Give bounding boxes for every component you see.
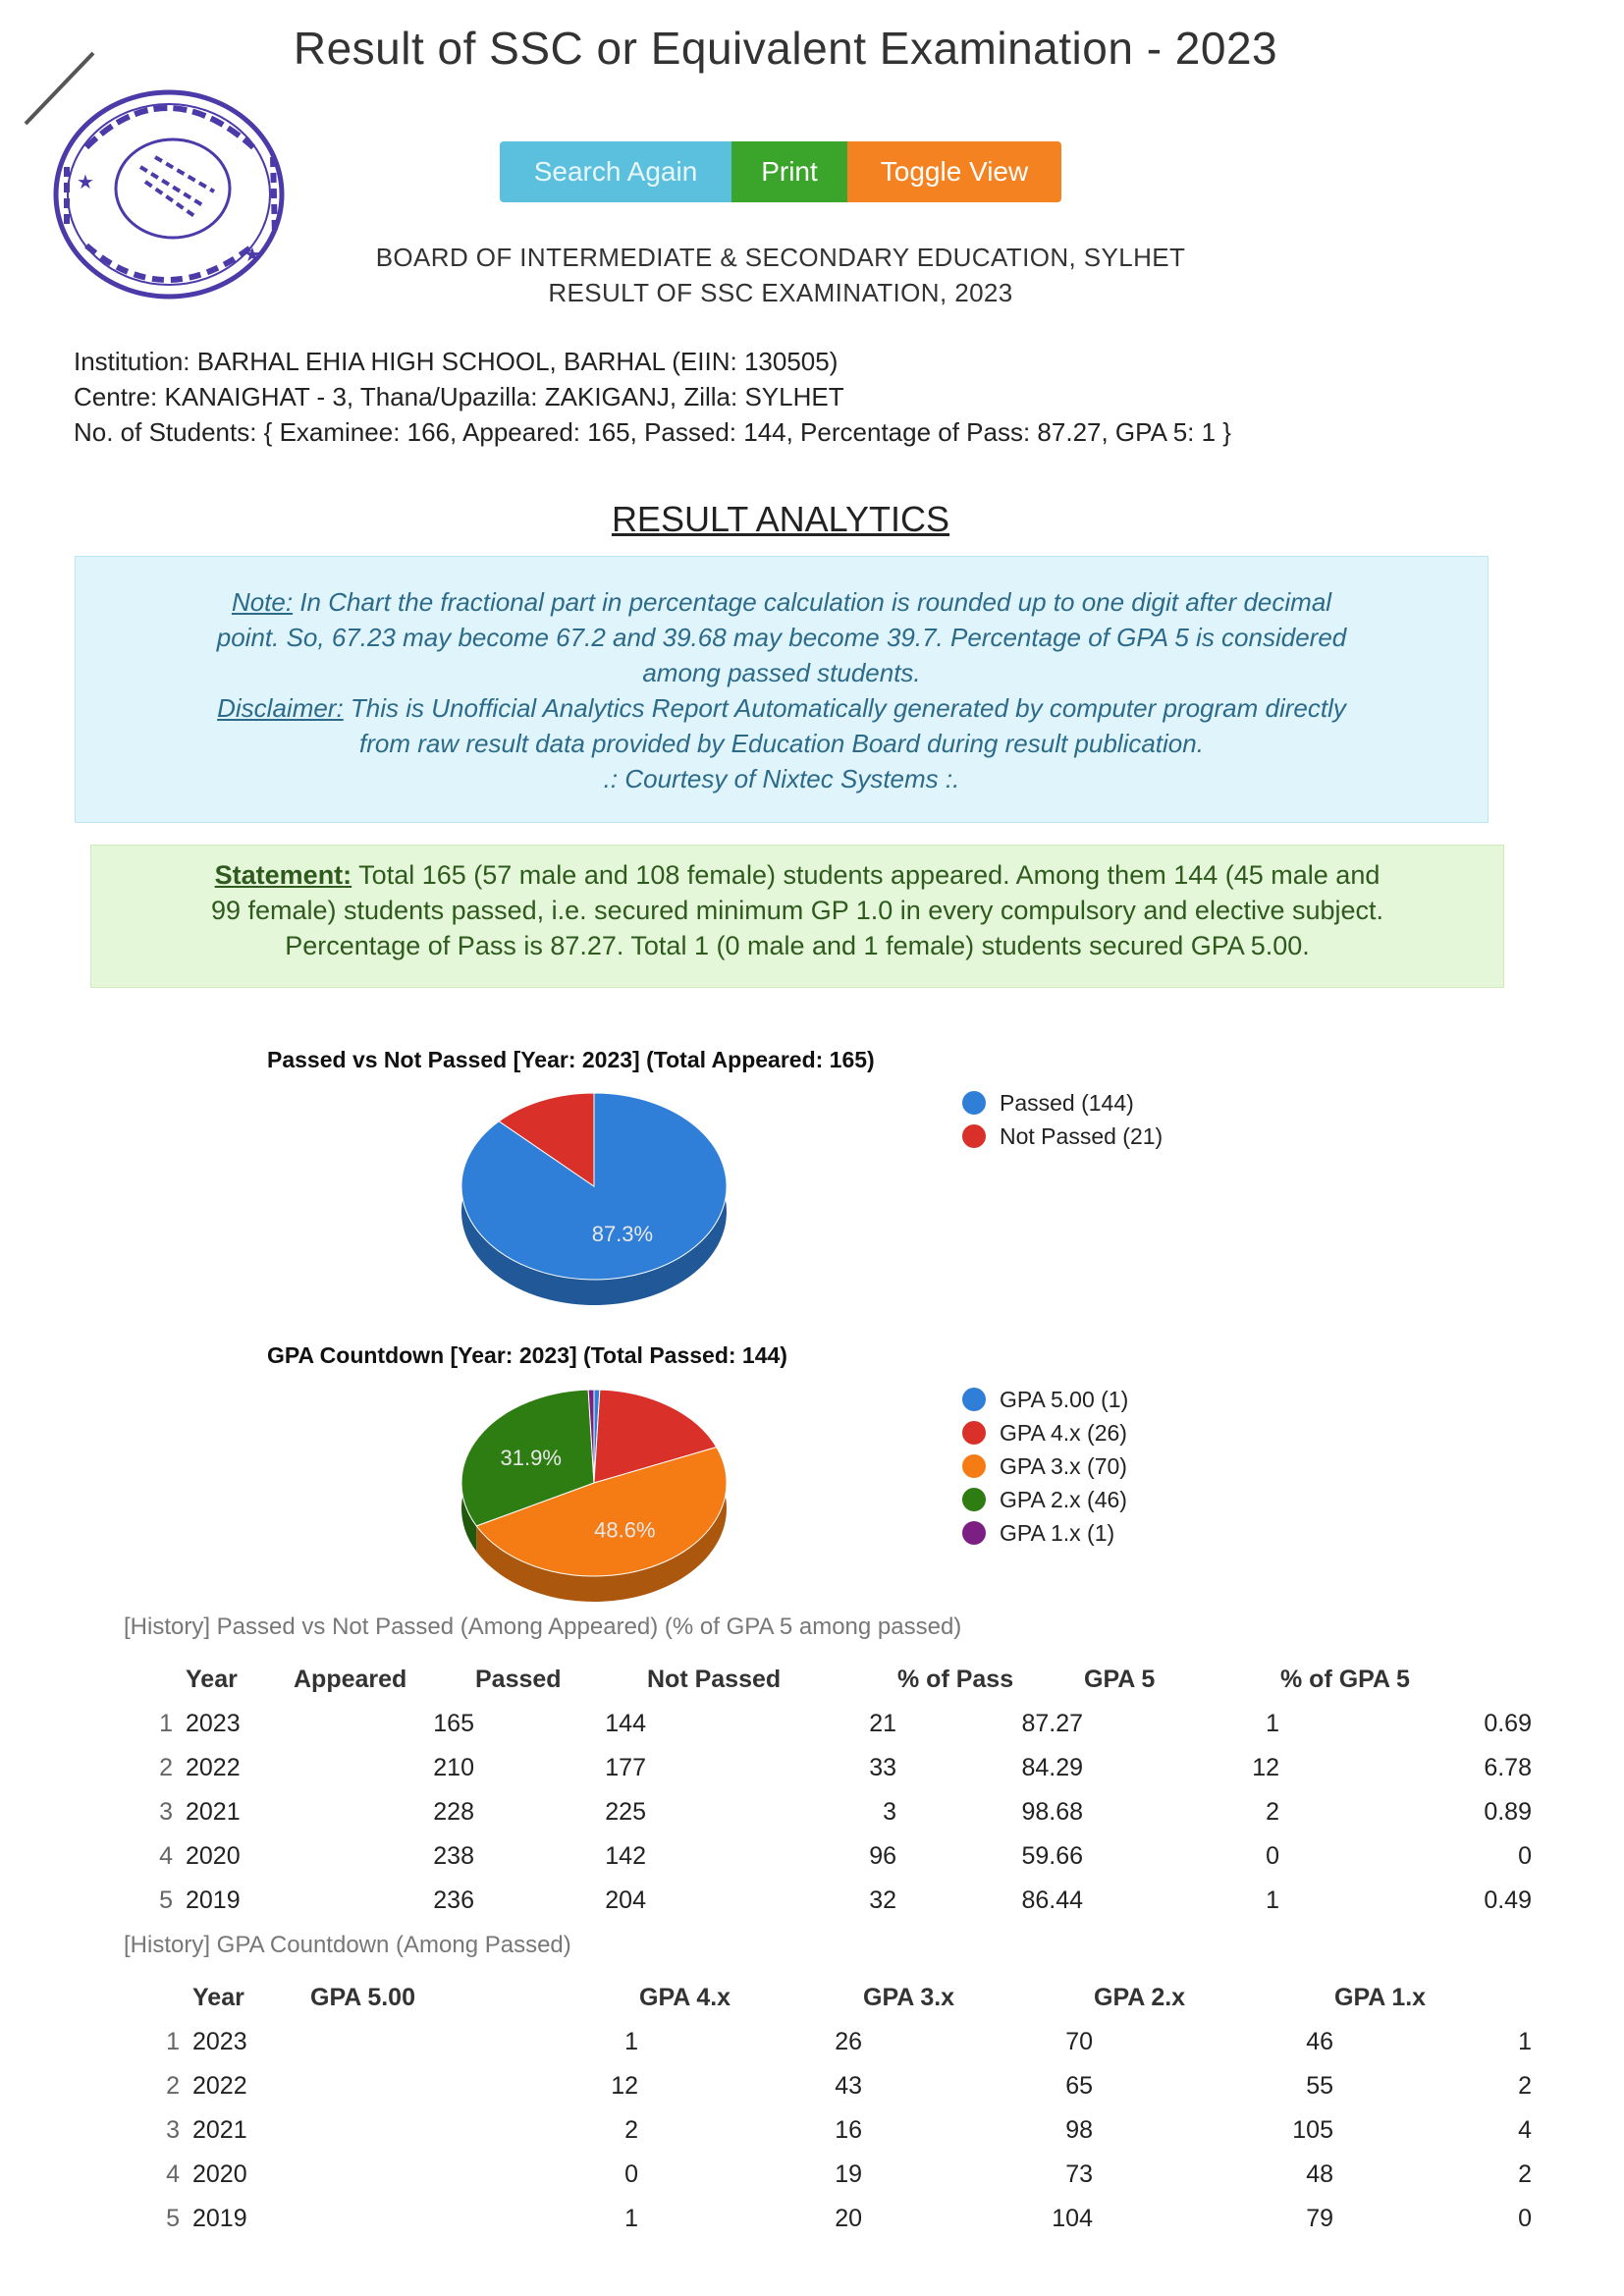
- row-index: 2: [159, 1754, 173, 1781]
- table-cell: 1: [1266, 1886, 1279, 1914]
- pass-chart-legend: [962, 1086, 1163, 1153]
- table-cell: 73: [1065, 2160, 1093, 2188]
- table-cell: 0: [1518, 1842, 1532, 1870]
- chart-title-gpa: GPA Countdown [Year: 2023] (Total Passed: 144): [267, 1342, 787, 1368]
- note-box: [75, 556, 1489, 823]
- institution-line: Institution: BARHAL EHIA HIGH SCHOOL, BARHAL (EIIN: 130505): [74, 347, 839, 376]
- table-cell: 86.44: [1021, 1886, 1083, 1914]
- table-cell: 4: [1518, 2116, 1532, 2144]
- legend-item[interactable]: [962, 1449, 1128, 1483]
- note-line-5: from raw result data provided by Education Board during result publication.: [359, 729, 1204, 758]
- analytics-title: RESULT ANALYTICS: [611, 499, 950, 539]
- table-cell: 2023: [192, 2028, 247, 2055]
- statement-line-3: Percentage of Pass is 87.27. Total 1 (0 male and 1 female) students secured GPA 5.00.: [285, 931, 1310, 960]
- exam-name: RESULT OF SSC EXAMINATION, 2023: [548, 278, 1013, 307]
- row-index: 4: [159, 1842, 173, 1870]
- toggle-view-button[interactable]: Toggle View: [847, 141, 1061, 202]
- table-cell: 26: [835, 2028, 862, 2055]
- table-cell: 33: [869, 1754, 896, 1781]
- table-cell: 2021: [192, 2116, 247, 2144]
- row-index: 1: [166, 2028, 180, 2055]
- table-cell: 0.69: [1484, 1710, 1532, 1737]
- table-cell: 98.68: [1021, 1798, 1083, 1826]
- table-cell: 12: [1252, 1754, 1279, 1781]
- table-cell: 2: [1518, 2160, 1532, 2188]
- row-index: 2: [166, 2072, 180, 2100]
- history1-table: [137, 1657, 1532, 1923]
- table-row: [137, 1746, 1532, 1790]
- table-cell: 0: [624, 2160, 638, 2188]
- note-line-3: among passed students.: [642, 658, 921, 687]
- legend-item[interactable]: [962, 1516, 1128, 1550]
- table-cell: 70: [1065, 2028, 1093, 2055]
- table-row: [147, 2108, 1532, 2153]
- legend-label: GPA 3.x (70): [1000, 1453, 1127, 1479]
- table-cell: 12: [611, 2072, 638, 2100]
- row-index: 4: [166, 2160, 180, 2188]
- table-cell: 87.27: [1021, 1710, 1083, 1737]
- note-line-4: This is Unofficial Analytics Report Automatically generated by computer program directly: [343, 693, 1346, 723]
- table-cell: 236: [433, 1886, 474, 1914]
- centre-line: Centre: KANAIGHAT - 3, Thana/Upazilla: ZAKIGANJ, Zilla: SYLHET: [74, 382, 844, 411]
- table-cell: 238: [433, 1842, 474, 1870]
- table-cell: 98: [1065, 2116, 1093, 2144]
- table-cell: 204: [605, 1886, 646, 1914]
- column-header: % of GPA 5: [1280, 1665, 1410, 1693]
- legend-dot-icon: [962, 1421, 986, 1445]
- table-cell: 2021: [186, 1798, 241, 1826]
- table-cell: 1: [1266, 1710, 1279, 1737]
- column-header: Not Passed: [647, 1665, 782, 1693]
- table-cell: 2019: [192, 2205, 247, 2232]
- table-cell: 2: [624, 2116, 638, 2144]
- table-cell: 1: [624, 2205, 638, 2232]
- table-cell: 0: [1266, 1842, 1279, 1870]
- index-header: [137, 1657, 185, 1702]
- pie0-data-label-0: 87.3%: [591, 1222, 654, 1247]
- statement-box: [90, 845, 1504, 988]
- legend-label: GPA 1.x (1): [1000, 1520, 1115, 1546]
- column-header: Year: [186, 1665, 238, 1693]
- table-cell: 2: [1266, 1798, 1279, 1826]
- table-cell: 105: [1292, 2116, 1333, 2144]
- note-line-2: point. So, 67.23 may become 67.2 and 39.68 may become 39.7. Percentage of GPA 5 is considered: [216, 623, 1347, 652]
- table-cell: 142: [605, 1842, 646, 1870]
- legend-label: Passed (144): [1000, 1090, 1134, 1116]
- table-cell: 0.89: [1484, 1798, 1532, 1826]
- table-cell: 1: [624, 2028, 638, 2055]
- history1-caption: [History] Passed vs Not Passed (Among Appeared) (% of GPA 5 among passed): [124, 1613, 962, 1640]
- table-cell: 46: [1306, 2028, 1333, 2055]
- table-row: [147, 2064, 1532, 2108]
- column-header: GPA 1.x: [1334, 1983, 1427, 2011]
- note-line-1: In Chart the fractional part in percentage calculation is rounded up to one digit after decimal: [293, 587, 1332, 617]
- row-index: 1: [159, 1710, 173, 1737]
- index-header: [147, 1975, 191, 2020]
- legend-dot-icon: [962, 1488, 986, 1511]
- table-cell: 0.49: [1484, 1886, 1532, 1914]
- pie1-data-label-3: 31.9%: [500, 1445, 562, 1470]
- table-cell: 177: [605, 1754, 646, 1781]
- statement-label: Statement:: [214, 860, 352, 890]
- table-cell: 21: [869, 1710, 896, 1737]
- history2-table: [147, 1975, 1532, 2241]
- svg-text:★: ★: [77, 172, 94, 193]
- students-line: No. of Students: { Examinee: 166, Appeared: 165, Passed: 144, Percentage of Pass: 87.27, GPA 5: 1 }: [74, 417, 1231, 447]
- svg-text:★: ★: [244, 245, 261, 266]
- column-header: GPA 5.00: [310, 1983, 415, 2011]
- table-cell: 2023: [186, 1710, 241, 1737]
- legend-dot-icon: [962, 1124, 986, 1148]
- table-cell: 225: [605, 1798, 646, 1826]
- table-cell: 2022: [192, 2072, 247, 2100]
- table-cell: 59.66: [1021, 1842, 1083, 1870]
- table-cell: 65: [1065, 2072, 1093, 2100]
- board-name: BOARD OF INTERMEDIATE & SECONDARY EDUCATION, SYLHET: [375, 243, 1186, 272]
- column-header: GPA 2.x: [1094, 1983, 1186, 2011]
- legend-item[interactable]: [962, 1086, 1163, 1120]
- column-header: Year: [192, 1983, 244, 2011]
- legend-label: GPA 4.x (26): [1000, 1420, 1127, 1446]
- table-row: [137, 1702, 1532, 1746]
- pie1-data-label-2: 48.6%: [594, 1517, 656, 1543]
- table-row: [147, 2153, 1532, 2197]
- table-cell: 19: [835, 2160, 862, 2188]
- table-cell: 43: [835, 2072, 862, 2100]
- column-header: GPA 4.x: [639, 1983, 731, 2011]
- row-index: 3: [166, 2116, 180, 2144]
- table-row: [147, 2197, 1532, 2241]
- table-cell: 0: [1518, 2205, 1532, 2232]
- gpa-chart-legend: [962, 1383, 1128, 1550]
- chart-title-pass: Passed vs Not Passed [Year: 2023] (Total Appeared: 165): [267, 1047, 875, 1072]
- table-cell: 165: [433, 1710, 474, 1737]
- history2-caption: [History] GPA Countdown (Among Passed): [124, 1932, 571, 1958]
- table-cell: 84.29: [1021, 1754, 1083, 1781]
- table-cell: 96: [869, 1842, 896, 1870]
- legend-item[interactable]: [962, 1483, 1128, 1516]
- institution-info: [74, 344, 1231, 450]
- legend-dot-icon: [962, 1454, 986, 1478]
- table-cell: 32: [869, 1886, 896, 1914]
- table-row: [137, 1834, 1532, 1879]
- action-buttons: [500, 141, 1061, 202]
- note-line-6: .: Courtesy of Nixtec Systems :.: [603, 764, 960, 793]
- board-heading: [0, 240, 1561, 310]
- disclaimer-label: Disclaimer:: [217, 693, 344, 723]
- column-header: Passed: [475, 1665, 562, 1693]
- table-cell: 2020: [186, 1842, 241, 1870]
- table-cell: 16: [835, 2116, 862, 2144]
- note-label: Note:: [231, 587, 294, 617]
- column-header: GPA 5: [1084, 1665, 1156, 1693]
- table-row: [147, 2020, 1532, 2064]
- table-cell: 210: [433, 1754, 474, 1781]
- table-row: [137, 1879, 1532, 1923]
- legend-label: Not Passed (21): [1000, 1123, 1164, 1149]
- legend-dot-icon: [962, 1521, 986, 1545]
- statement-line-1: Total 165 (57 male and 108 female) students appeared. Among them 144 (45 male and: [352, 860, 1380, 890]
- print-button[interactable]: Print: [731, 141, 847, 202]
- table-cell: 55: [1306, 2072, 1333, 2100]
- table-cell: 228: [433, 1798, 474, 1826]
- legend-label: GPA 5.00 (1): [1000, 1387, 1129, 1412]
- column-header: Appeared: [294, 1665, 407, 1693]
- statement-line-2: 99 female) students passed, i.e. secured minimum GP 1.0 in every compulsory and elective subject.: [210, 896, 1384, 925]
- column-header: GPA 3.x: [863, 1983, 955, 2011]
- legend-label: GPA 2.x (46): [1000, 1487, 1127, 1512]
- legend-dot-icon: [962, 1091, 986, 1115]
- table-cell: 104: [1052, 2205, 1093, 2232]
- table-cell: 20: [835, 2205, 862, 2232]
- table-row: [137, 1790, 1532, 1834]
- page-title: Result of SSC or Equivalent Examination - 2023: [293, 23, 1278, 74]
- table-cell: 2020: [192, 2160, 247, 2188]
- table-cell: 2022: [186, 1754, 241, 1781]
- table-cell: 79: [1306, 2205, 1333, 2232]
- table-cell: 1: [1518, 2028, 1532, 2055]
- pass-pie-chart: [447, 1088, 741, 1314]
- row-index: 3: [159, 1798, 173, 1826]
- row-index: 5: [166, 2205, 180, 2232]
- table-cell: 2: [1518, 2072, 1532, 2100]
- table-cell: 6.78: [1484, 1754, 1532, 1781]
- table-cell: 48: [1306, 2160, 1333, 2188]
- table-cell: 2019: [186, 1886, 241, 1914]
- table-cell: 144: [605, 1710, 646, 1737]
- legend-dot-icon: [962, 1388, 986, 1411]
- legend-item[interactable]: [962, 1383, 1128, 1416]
- table-cell: 3: [883, 1798, 896, 1826]
- legend-item[interactable]: [962, 1120, 1163, 1153]
- search-again-button[interactable]: Search Again: [500, 141, 731, 202]
- legend-item[interactable]: [962, 1416, 1128, 1449]
- gpa-pie-chart: [447, 1385, 741, 1611]
- row-index: 5: [159, 1886, 173, 1914]
- column-header: % of Pass: [897, 1665, 1014, 1693]
